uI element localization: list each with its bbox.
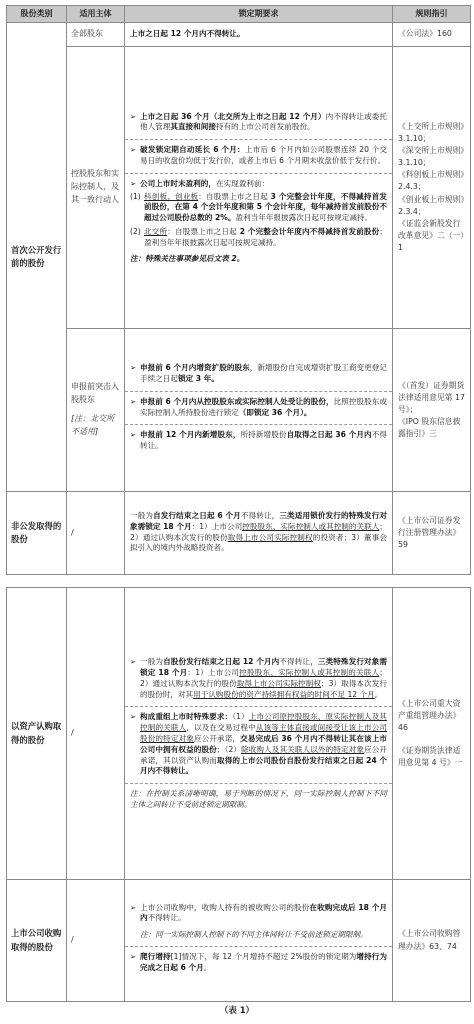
dashed-divider xyxy=(125,424,392,425)
table-row xyxy=(7,23,471,47)
bold-text: 2 个完整会计年度内不得减持首发前股份 xyxy=(236,226,380,236)
subject-asset: / xyxy=(67,588,125,880)
text: 盈利当年年报披露次日起可按规定减持。 xyxy=(235,213,373,223)
bold-text: 自发行结束之日起 6 个月 xyxy=(153,510,241,520)
rules-pre-filing xyxy=(393,329,471,492)
rule-company-law: 《公司法》160 xyxy=(393,23,471,47)
table-caption: （表 1） xyxy=(219,1006,255,1016)
item-star-gem xyxy=(130,192,387,224)
item-number: (1) xyxy=(130,191,141,201)
subject-all-shareholders: 全部股东 xyxy=(67,23,125,47)
dashed-divider xyxy=(125,391,392,392)
text: 一般为 xyxy=(130,510,154,520)
dashed-divider xyxy=(125,783,392,784)
item-text xyxy=(144,192,387,224)
private-text xyxy=(130,511,387,554)
category-acquisition: 上市公司收购取得的股份 xyxy=(7,880,67,1002)
subject-pre-filing xyxy=(67,329,125,492)
text: ，以及在交易过程中 xyxy=(186,723,256,733)
underlined-text: 控股股东、实际控制人或其控制的关联人 xyxy=(242,521,380,531)
text: ：1）上市公司 xyxy=(191,521,243,531)
underlined-text: 上市公司原控股股东、原实际控制人及其控制的关联人 xyxy=(140,712,388,733)
rule-restructuring: 《上市公司重大资产重组管理办法》46 xyxy=(398,699,461,733)
table-row xyxy=(7,588,471,880)
dashed-divider xyxy=(125,173,392,174)
note-special-attention: 注：特殊关注事项参见后文表 2。 xyxy=(130,253,245,263)
text: ：1）上市公司 xyxy=(187,668,240,678)
bullet-transfer-from-controller xyxy=(130,397,387,419)
rule-securities-issuance: 《上市公司证券发行注册管理办法》59 xyxy=(393,492,471,575)
text: 上市后 6 个月内如公司股票连续 20 个交易日的收盘价均低于发行价，或者上市后 6 个月期末收盘价低于发行价。 xyxy=(140,145,387,166)
bold-text: 公司上市时未盈利的， xyxy=(140,178,216,188)
requirement-pre-filing xyxy=(125,329,393,492)
text: 不得转让。 xyxy=(147,913,186,923)
text: 上市公司收购中，收购人持有的被收购公司的股份 xyxy=(140,902,310,912)
rule-star: 《科创板上市规则》2.4.3； xyxy=(398,170,465,192)
table-row xyxy=(7,47,471,329)
bold-text: 爬行增持 xyxy=(140,951,171,961)
underlined-text: 除收购人及其关联人以外的特定对象 xyxy=(241,744,365,754)
lockup-table-part1 xyxy=(6,5,471,575)
bold-text: 三类特殊发行对象需锁定 18 个月 xyxy=(140,657,388,678)
text: 应公开承诺，其以资产认购而 xyxy=(140,744,388,765)
text: 。 xyxy=(203,962,212,972)
item-number: (2) xyxy=(130,226,141,236)
text: （1） xyxy=(232,712,249,722)
table-row xyxy=(7,492,471,575)
underlined-text: 控股股东、实际控制人或其控制的关联人 xyxy=(239,668,380,678)
header-subject: 适用主体 xyxy=(67,6,125,23)
rule-acquisition: 《上市公司收购管理办法》63、74 xyxy=(393,880,471,1002)
bold-text: （即锁定 36 个月）。 xyxy=(238,407,312,417)
bold-text: 申报前 6 个月内增资扩股的股东 xyxy=(140,363,250,373)
underlined-text: 从该等主体直接或间接受让该上市公司股份的特定对象 xyxy=(140,723,388,743)
text: 在实现盈利前： xyxy=(215,178,270,188)
header-category: 股份类别 xyxy=(7,6,67,23)
text: ；2）通过认购本次发行的股份 xyxy=(140,668,387,688)
rule-csrc-reform: 《证监会新股发行改革意见》二（一）1 xyxy=(398,218,465,252)
item-text xyxy=(144,227,387,249)
text: ；3）取得本次发行的股份时，对其 xyxy=(140,678,387,699)
subject-text: 申报前突击入股股东 xyxy=(71,382,119,405)
dashed-divider xyxy=(125,946,392,947)
rule-opinion-17: 《（首发）证券期货法律适用意见第 17 号》； xyxy=(398,380,465,414)
underlined-text: 科创板、创业板 xyxy=(144,191,199,201)
table-row xyxy=(7,880,471,1002)
bullet-general-12-months xyxy=(130,657,387,700)
bullet-new-shareholders xyxy=(130,430,387,452)
text: 。 xyxy=(374,689,383,699)
text: 的投资者；3）董事会拟引入的境内外战略投资者。 xyxy=(130,532,387,553)
text: 内不得转让或委托他人管理 xyxy=(140,111,387,132)
header-requirement: 锁定期要求 xyxy=(125,6,393,23)
text: ：自股票上市之日起 xyxy=(167,226,237,236)
bullet-restructuring-listing xyxy=(130,712,387,777)
requirement-asset xyxy=(125,588,393,880)
subject-private: / xyxy=(67,492,125,575)
bold-text: 三类适用锁价发行的特殊发行对象需锁定 18 个月 xyxy=(130,510,388,531)
note-same-controller: 注：在控制关系清晰明确，易于判断的情况下，同一实际控制人控制下不同主体之间转让不受前述锁定期限制。 xyxy=(130,789,387,809)
bold-text: 交易完成后 36 个月内不得转让其在该上市公司中拥有权益的股份 xyxy=(140,734,388,754)
bold-text: 取得的上市公司股份自股份发行结束之日起 24 个月内不得转让。 xyxy=(140,755,387,776)
bullet-36-months xyxy=(130,112,387,134)
text: ：自股票上市之日起 xyxy=(198,191,268,201)
subject-acquisition: / xyxy=(67,880,125,1002)
bullet-creeping-increase xyxy=(130,952,387,974)
bold-text: 其直接和间接 xyxy=(170,122,216,132)
text: 比照控股股东或实际控制人所持股份进行锁定 xyxy=(140,396,388,417)
dashed-divider xyxy=(125,706,392,707)
dashed-divider xyxy=(125,139,392,140)
rule-szse: 《深交所上市规则》3.1.10； xyxy=(398,146,465,168)
subject-controlling-shareholders: 控股股东和实际控制人，及其一致行动人 xyxy=(67,47,125,329)
bullet-capital-increase xyxy=(130,363,387,385)
table-header-row xyxy=(7,6,471,23)
text: 不得转让。 xyxy=(140,430,387,451)
text: [1]情况下，每 12 个月增持不超过 2%股份的锁定期为 xyxy=(170,951,357,961)
text: 不得转让， xyxy=(240,510,280,520)
subject-note: [注：北交所不适用] xyxy=(71,414,115,436)
bold-text: 锁定 3 年。 xyxy=(177,373,219,383)
category-asset-subscription: 以资产认购取得的股份 xyxy=(7,588,67,880)
note-acquisition: 注：同一实际控制人控制下的不同主体间转让不受前述锁定期限制。 xyxy=(140,930,368,940)
requirement-acquisition xyxy=(125,880,393,1002)
bold-text: 3 个完整会计年度，不得减持首发前股份，在第 4 个会计年度和第 5 个会计年度，每年减持首发前股份不超过公司股份总数的 2%。 xyxy=(144,191,388,223)
rules-controlling xyxy=(393,47,471,329)
underlined-text: 北交所 xyxy=(144,226,168,236)
category-ipo: 首次公开发行前的股份 xyxy=(7,23,67,492)
text: ；（2） xyxy=(216,744,242,754)
text: ；盈利当年年报披露次日起可按规定减持。 xyxy=(144,226,388,247)
rule-ipo-disclosure: 《IPO 股东信息披露指引》三 xyxy=(398,417,461,439)
bold-text: 自股份发行结束之日起 12 个月内 xyxy=(163,657,280,667)
bold-text: 构成重组上市时特殊要求： xyxy=(140,712,233,722)
underlined-text: 取得上市公司实际控制权 xyxy=(236,678,321,688)
underlined-text: 取得上市公司实际控制权 xyxy=(227,532,313,542)
requirement-controlling xyxy=(125,47,393,329)
requirement-private xyxy=(125,492,393,575)
req-text: 上市之日起 12 个月内不得转让。 xyxy=(130,28,245,38)
category-private-placement: 非公发取得的股份 xyxy=(7,492,67,575)
bold-text: 增持行为完成之日起 6 个月 xyxy=(140,951,387,972)
text: 所持新增股份 xyxy=(240,430,287,440)
item-bse xyxy=(130,227,387,249)
bold-text: 破发锁定期自动延长 6 个月： xyxy=(140,145,245,155)
bold-text: 申报前 6 个月内从控股股东或实际控制人处受让的股份， xyxy=(140,396,334,406)
text: 持有的上市公司首发前股份。 xyxy=(215,122,315,132)
text: 不得转让， xyxy=(279,657,318,667)
rule-sse: 《上交所上市规则》3.1.10； xyxy=(398,122,465,144)
text: ；2）通过认购本次发行的股份 xyxy=(130,521,387,542)
text: ，新增股份自完成增资扩股工商变更登记手续之日起 xyxy=(140,363,387,383)
rule-gem: 《创业板上市规则》2.3.4； xyxy=(398,194,465,216)
text: 一般为 xyxy=(140,657,164,667)
bullet-acquisition-18-months xyxy=(130,903,387,925)
text: 应公开承诺， xyxy=(193,734,241,743)
bullet-unprofitable xyxy=(130,179,387,190)
rule-opinion-4: 《证券期货法律适用意见第 4 号》一 xyxy=(398,745,463,767)
bold-text: 申报前 12 个月内新增股东， xyxy=(140,430,241,440)
bold-text: 自取得之日起 36 个月内 xyxy=(286,430,372,440)
rules-asset xyxy=(393,588,471,880)
bold-text: 在收购完成后 18 个月内 xyxy=(140,902,387,923)
bold-text: 上市之日起 36 个月（北交所为上市之日起 12 个月） xyxy=(140,111,326,121)
bullet-price-break-extension xyxy=(130,145,387,167)
header-rules: 规则指引 xyxy=(393,6,471,23)
underlined-text: 用于认购股份的资产持续拥有权益的时间不足 12 个月 xyxy=(193,689,375,699)
lockup-table-part2 xyxy=(6,587,471,1002)
table-row xyxy=(7,329,471,492)
requirement-all-shareholders xyxy=(125,23,393,47)
